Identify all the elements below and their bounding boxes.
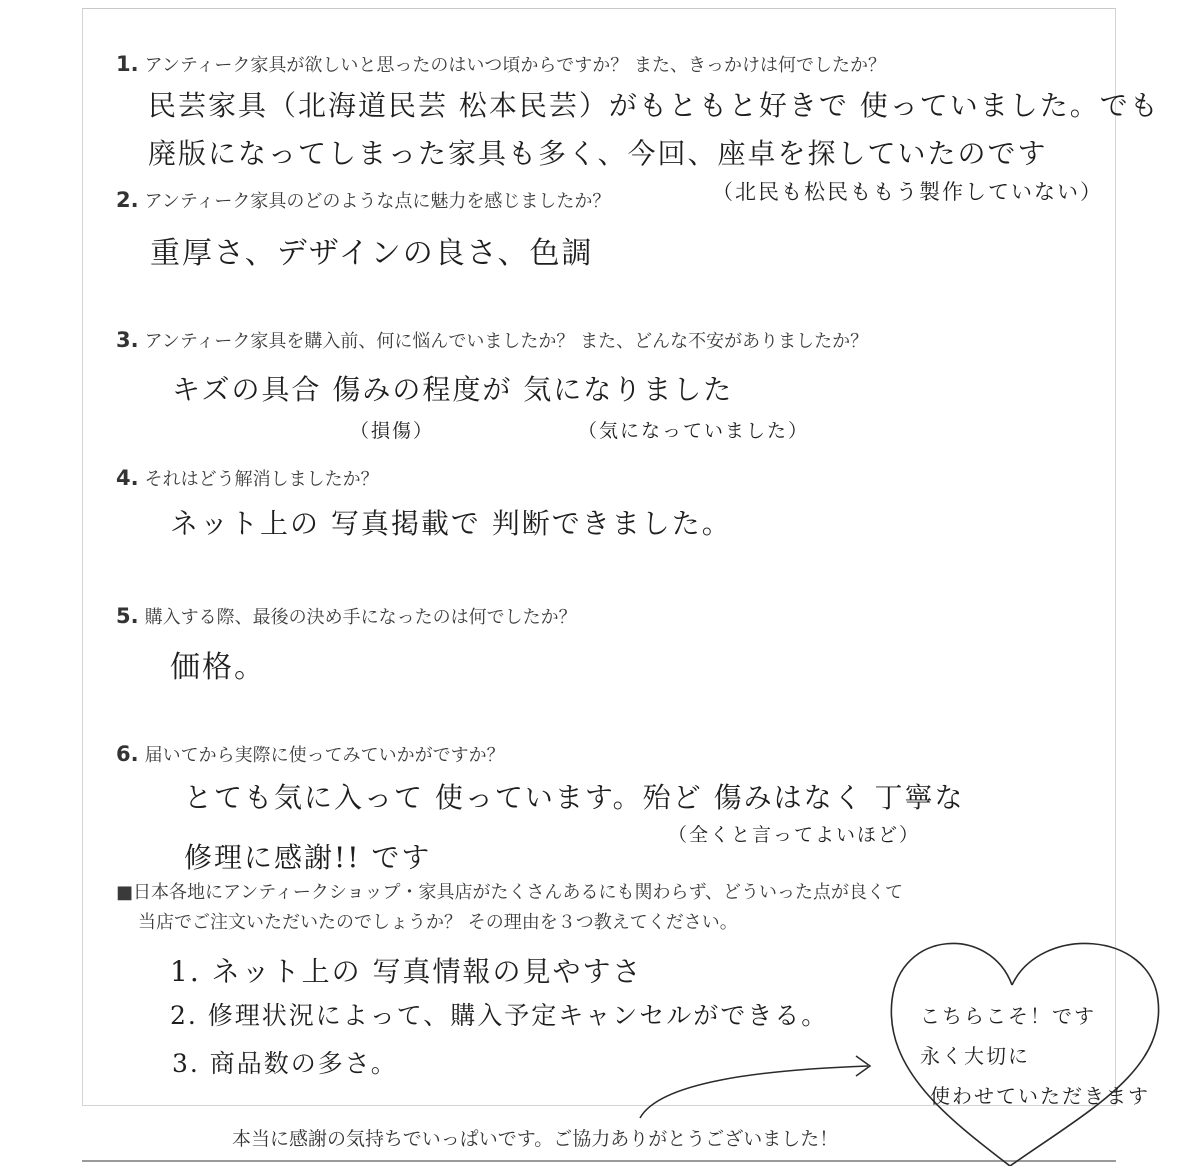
- reason-item-3: 3. 商品数の多さ。: [172, 1049, 398, 1078]
- question-1-text: アンティーク家具が欲しいと思ったのはいつ頃からですか？ また、きっかけは何でしたか？: [144, 55, 886, 76]
- survey-sheet-frame: [82, 8, 1116, 1106]
- thank-you-footer: 本当に感謝の気持ちでいっぱいです。ご協力ありがとうございました！: [232, 1128, 839, 1150]
- answer-6-line-2: 修理に感謝!! です: [184, 841, 432, 874]
- question-6-text: 届いてから実際に使ってみていかがですか？: [144, 745, 505, 766]
- answer-5: 価格。: [170, 650, 266, 685]
- question-3-number: 3.: [116, 328, 139, 352]
- question-3: [116, 328, 868, 354]
- question-4: [116, 466, 379, 492]
- question-4-number: 4.: [116, 466, 139, 490]
- reason-item-1: 1. ネット上の 写真情報の見やすさ: [170, 955, 643, 988]
- question-6-number: 6.: [116, 742, 139, 766]
- question-3-text: アンティーク家具を購入前、何に悩んでいましたか？ また、どんな不安がありましたか？: [144, 331, 869, 352]
- heart-note-line-2: 永く大切に: [920, 1044, 1030, 1068]
- question-5-number: 5.: [116, 604, 139, 628]
- answer-6-line-1: とても気に入って 使っています。殆ど 傷みはなく 丁寧な: [184, 781, 965, 814]
- answer-1-line-2: 廃版になってしまった家具も多く、今回、座卓を探していたのです: [148, 137, 1048, 170]
- reason-item-2: 2. 修理状況によって、購入予定キャンセルができる。: [170, 1001, 829, 1030]
- question-2-text: アンティーク家具のどのような点に魅力を感じましたか？: [144, 191, 611, 212]
- answer-3-note-2: （気になっていました）: [578, 420, 810, 442]
- question-2: [116, 188, 610, 214]
- question-1: [116, 52, 886, 78]
- answer-6-note: （全くと言ってよいほど）: [668, 824, 921, 846]
- question-2-number: 2.: [116, 188, 139, 212]
- answer-1-line-3: （北民も松民ももう製作していない）: [712, 180, 1103, 204]
- answer-2: 重厚さ、デザインの良さ、色調: [150, 236, 594, 271]
- answer-4: ネット上の 写真掲載で 判断できました。: [170, 507, 732, 540]
- bottom-divider: [82, 1160, 1116, 1162]
- question-1-number: 1.: [116, 52, 139, 76]
- answer-1-line-1: 民芸家具（北海道民芸 松本民芸）がもともと好きで 使っていました。でも: [148, 89, 1160, 122]
- reasons-heading: [116, 878, 903, 938]
- question-5: [116, 604, 577, 630]
- heart-note-line-1: こちらこそ！です: [920, 1004, 1096, 1028]
- reasons-heading-line-2: 当店でご注文いただいたのでしょうか？ その理由を３つ教えてください。: [138, 912, 738, 933]
- answer-3-note-1: （損傷）: [350, 420, 435, 442]
- question-6: [116, 742, 505, 768]
- question-4-text: それはどう解消しましたか？: [144, 469, 379, 490]
- reasons-heading-line-1: ■日本各地にアンティークショップ・家具店がたくさんあるにも関わらず、どういった点が良くて: [116, 882, 904, 903]
- heart-note-line-3: 使わせていただきます: [930, 1084, 1150, 1108]
- question-5-text: 購入する際、最後の決め手になったのは何でしたか？: [144, 607, 577, 628]
- answer-3-line-1: キズの具合 傷みの程度が 気になりました: [172, 373, 734, 406]
